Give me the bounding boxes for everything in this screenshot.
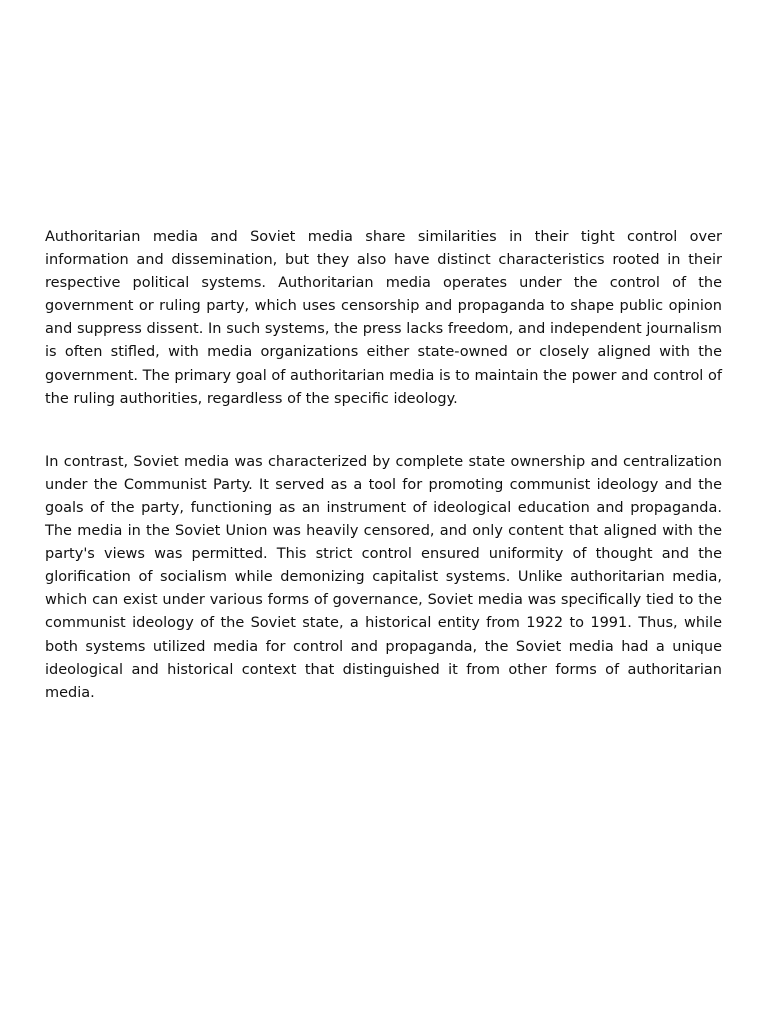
paragraph-authoritarian-media: Authoritarian media and Soviet media share similarities in their tight control over information and dissemination, but they also have distinct characteristics rooted in their respective political systems. Authoritarian media operates under the control of the government or ruling party, which uses censorship and propaganda to shape public opinion and suppress dissent. In such systems, the press lacks freedom, and independent journalism is often stifled, with media organizations either state-owned or closely aligned with the government. The primary goal of authoritarian media is to maintain the power and control of the ruling authorities, regardless of the specific ideology. — [45, 229, 722, 407]
document-page — [45, 226, 722, 705]
paragraph-soviet-media: In contrast, Soviet media was characterized by complete state ownership and centralization under the Communist Party. It served as a tool for promoting communist ideology and the goals of the party, functioning as an instrument of ideological education and propaganda. The media in the Soviet Union was heavily censored, and only content that aligned with the party's views was permitted. This strict control ensured uniformity of thought and the glorification of socialism while demonizing capitalist systems. Unlike authoritarian media, which can exist under various forms of governance, Soviet media was specifically tied to the communist ideology of the Soviet state, a historical entity from 1922 to 1991. Thus, while both systems utilized media for control and propaganda, the Soviet media had a unique ideological and historical context that distinguished it from other forms of authoritarian media. — [45, 453, 722, 701]
